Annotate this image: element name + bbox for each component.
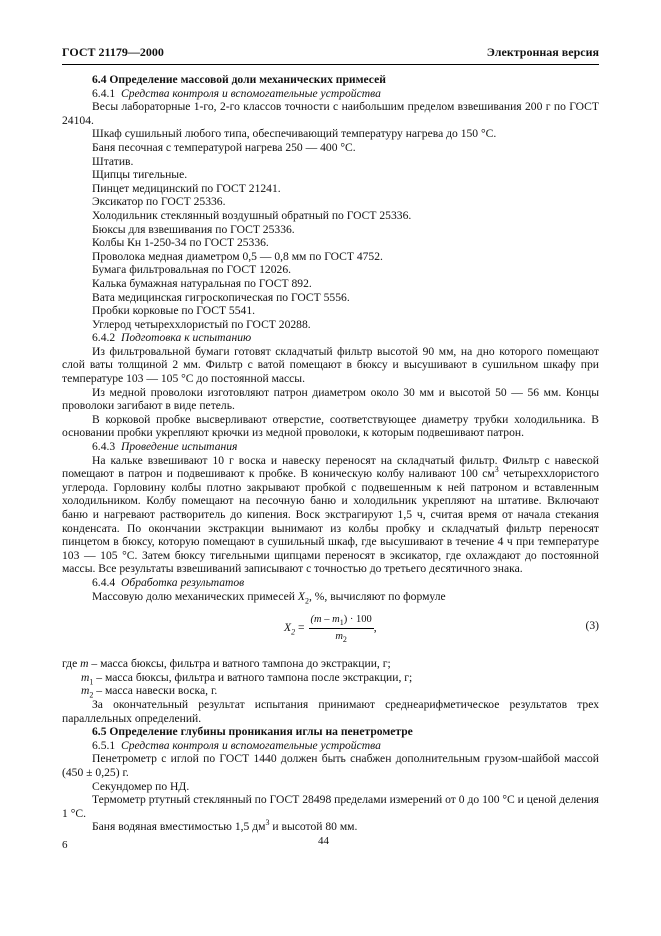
equipment-item: Углерод четыреххлористый по ГОСТ 20288. <box>92 317 311 331</box>
subsection-6-5-1: 6.5.1 Средства контроля и вспомогательные устройства <box>92 738 381 752</box>
section-6-5-title: 6.5 Определение глубины проникания иглы на пенетрометре <box>92 725 413 739</box>
equipment-item: Калька бумажная натуральная по ГОСТ 892. <box>92 276 312 290</box>
paragraph: Баня водяная вместимостью 1,5 $дм^3$ и высотой 80 мм. <box>92 818 358 834</box>
paragraph: Термометр ртутный стеклянный по ГОСТ 28498 пределами измерений от 0 до 100 °С и ценой деления 1 °С. <box>62 793 599 820</box>
equipment-item: Холодильник стеклянный воздушный обратный по ГОСТ 25336. <box>92 208 412 222</box>
equipment-item: Бумага фильтровальная по ГОСТ 12026. <box>92 263 292 277</box>
paragraph: В корковой пробке высверливают отверстие, соответствующее диаметру трубки холодильника. В основании пробки укрепляют крючки из медной проволоки, к которым подвешивают патрон. <box>62 412 599 440</box>
page-number-center: 44 <box>318 835 329 847</box>
paragraph: Из фильтровальной бумаги готовят складчатый фильтр высотой 90 мм, на дно которого помещают слой ваты толщиной 2 мм. Фильтр с ватой помещают в бюксу и высушивают в сушильном шкафу при температуре 103 — 105 °С до постоянной массы. <box>62 344 599 386</box>
subsection-6-4-3: 6.4.3 Проведение испытания <box>92 440 238 454</box>
equipment-item: Вата медицинская гигроскопическая по ГОСТ 5556. <box>92 290 350 304</box>
equipment-item: Щипцы тигельные. <box>92 168 188 182</box>
final-result-paragraph: За окончательный результат испытания принимают среднеарифметическое результатов трех параллельных определений. <box>62 697 599 725</box>
formula-fraction <box>309 613 374 643</box>
document-body <box>62 73 599 834</box>
equipment-item: Весы лабораторные 1-го, 2-го классов точности с наибольшим пределом взвешивания 200 г по ГОСТ 24104. <box>62 100 599 127</box>
equipment-item: Проволока медная диаметром 0,5 — 0,8 мм по ГОСТ 4752. <box>92 249 383 263</box>
formula-3: $X_2$ = $\frac{(m - m_1) \cdot 100}{m_2}$ , (3) <box>284 614 599 644</box>
subsection-6-4-1-title: Средства контроля и вспомогательные устройства <box>120 86 381 100</box>
subsection-6-4-2-title: Подготовка к испытанию <box>120 331 252 345</box>
formula-intro: Массовую долю механических примесей $X_2$, %, вычисляют по формуле <box>92 589 446 605</box>
section-6-4-title: 6.4 Определение массовой доли механических примесей <box>92 73 386 86</box>
paragraph: Секундомер по НД. <box>92 779 190 793</box>
where-line: $m_2$ – масса навески воска, г. <box>81 684 218 700</box>
where-line: $m_1$ – масса бюксы, фильтра и ватного тампона после экстракции, г; <box>81 670 413 687</box>
header-rule <box>62 64 599 65</box>
subsection-6-4-2: 6.4.2 Подготовка к испытанию <box>92 331 252 345</box>
subsection-6-4-3-title: Проведение испытания <box>120 440 238 454</box>
equipment-item: Пинцет медицинский по ГОСТ 21241. <box>92 181 281 195</box>
formula-numerator: $(m - m_1) \cdot 100$ <box>310 614 372 628</box>
formula-number: (3) <box>585 619 599 633</box>
equipment-item: Шкаф сушильный любого типа, обеспечивающий температуру нагрева до 150 °С. <box>92 127 497 141</box>
subsection-6-4-1: 6.4.1 Средства контроля и вспомогательные устройства <box>92 86 381 100</box>
subsection-6-4-4-title: Обработка результатов <box>120 575 245 589</box>
formula-denominator: $m_2$ <box>335 630 347 644</box>
equipment-item: Штатив. <box>92 154 134 168</box>
equipment-item: Эксикатор по ГОСТ 25336. <box>92 195 226 209</box>
subsection-6-5-1-title: Средства контроля и вспомогательные устройства <box>120 738 381 752</box>
equipment-item: Пробки корковые по ГОСТ 5541. <box>92 304 256 318</box>
equipment-item: Колбы Кн 1-250-34 по ГОСТ 25336. <box>92 236 269 250</box>
page-number-left: 6 <box>62 839 68 851</box>
header-standard-code: ГОСТ 21179—2000 <box>62 45 164 59</box>
procedure-paragraph: На кальке взвешивают 10 г воска и навеску переносят на складчатый фильтр. Фильтр с навеской помещают в патрон и подвешивают к пробке. В коническую колбу наливают 100 $см^3$ четыреххлористого углерода. Горловину колбы плотно закрывают пробкой с подвешенным к ней патроном и вставленным холодильником. Колбу помещают на песочную баню и холодильник укрепляют на штативе. Включают баню и нагревают растворитель до кипения. Воск экстрагируют 1,5 ч, считая время от начала стекания конденсата. По окончании экстракции вынимают из колбы пробку и складчатый фильтр переносят пинцетом в бюксу, которую помещают в сушильный шкаф, где высушивают в течение 4 ч при температуре 103 — 105 °С. Затем бюксу тигельными щипцами переносят в эксикатор, где охлаждают до постоянной массы. Все результаты взвешиваний записывают с точностью до третьего десятичного знака. <box>62 453 599 576</box>
where-line: где m – масса бюксы, фильтра и ватного тампона до экстракции, г; <box>62 657 391 671</box>
paragraph: Из медной проволоки изготовляют патрон диаметром около 30 мм и высотой 50 — 56 мм. Концы проволоки загибают в виде петель. <box>62 385 599 413</box>
header-edition: Электронная версия <box>486 45 599 59</box>
subsection-6-4-4: 6.4.4 Обработка результатов <box>92 575 245 589</box>
paragraph: Пенетрометр с иглой по ГОСТ 1440 должен быть снабжен дополнительным грузом-шайбой массой (450 ± 0,25) г. <box>62 752 599 779</box>
equipment-item: Бюксы для взвешивания по ГОСТ 25336. <box>92 222 295 236</box>
formula-lhs: X <box>284 621 292 635</box>
equipment-item: Баня песочная с температурой нагрева 250 — 400 °С. <box>92 140 356 154</box>
